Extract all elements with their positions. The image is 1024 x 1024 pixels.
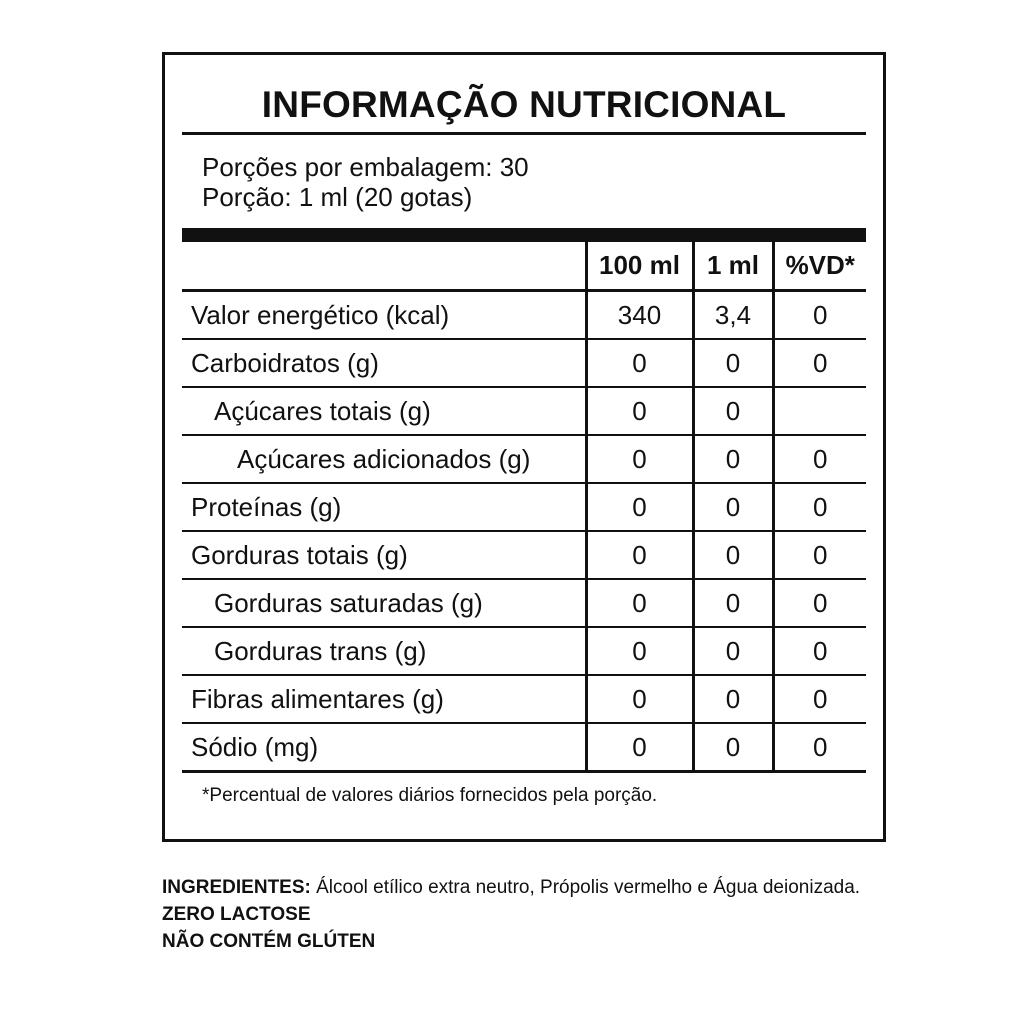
row-label: Carboidratos (g) (182, 339, 586, 387)
row-label: Valor energético (kcal) (182, 291, 586, 340)
value-1ml: 0 (693, 387, 773, 435)
table-row (182, 435, 866, 483)
nutrition-facts-panel (162, 52, 886, 842)
value-1ml: 0 (693, 579, 773, 627)
table-row (182, 339, 866, 387)
value-1ml: 0 (693, 675, 773, 723)
table-header-row (182, 242, 866, 291)
table-row (182, 291, 866, 340)
thick-divider (182, 228, 866, 242)
table-row (182, 723, 866, 772)
row-label: Proteínas (g) (182, 483, 586, 531)
ingredients-label: INGREDIENTES: (162, 877, 311, 898)
table-row (182, 531, 866, 579)
ingredients-text (162, 874, 902, 901)
value-1ml: 0 (693, 627, 773, 675)
table-row (182, 579, 866, 627)
value-vd: 0 (773, 483, 866, 531)
table-row (182, 483, 866, 531)
value-1ml: 0 (693, 435, 773, 483)
value-100ml: 0 (586, 675, 693, 723)
divider (182, 132, 866, 135)
row-label: Gorduras trans (g) (182, 627, 586, 675)
nutrition-table (182, 242, 866, 773)
portion-info (202, 152, 529, 212)
value-100ml: 0 (586, 339, 693, 387)
value-vd: 0 (773, 435, 866, 483)
table-row (182, 387, 866, 435)
value-vd: 0 (773, 531, 866, 579)
zero-lactose-claim: ZERO LACTOSE (162, 904, 311, 925)
row-label: Sódio (mg) (182, 723, 586, 772)
table-row (182, 675, 866, 723)
value-100ml: 0 (586, 435, 693, 483)
value-1ml: 0 (693, 339, 773, 387)
value-100ml: 0 (586, 627, 693, 675)
row-label: Gorduras saturadas (g) (182, 579, 586, 627)
value-vd: 0 (773, 339, 866, 387)
value-1ml: 3,4 (693, 291, 773, 340)
value-1ml: 0 (693, 483, 773, 531)
row-label: Açúcares totais (g) (182, 387, 586, 435)
header-vd: %VD* (773, 242, 866, 291)
header-100ml: 100 ml (586, 242, 693, 291)
portion-size: Porção: 1 ml (20 gotas) (202, 182, 473, 212)
value-vd: 0 (773, 627, 866, 675)
table-row (182, 627, 866, 675)
ingredients-list: Álcool etílico extra neutro, Própolis vermelho e Água deionizada. (310, 877, 861, 898)
header-nutrient (182, 242, 586, 291)
value-vd (773, 387, 866, 435)
value-vd: 0 (773, 723, 866, 772)
row-label: Açúcares adicionados (g) (182, 435, 586, 483)
value-100ml: 0 (586, 483, 693, 531)
panel-title: INFORMAÇÃO NUTRICIONAL (261, 84, 787, 125)
value-100ml: 0 (586, 723, 693, 772)
ingredients-block (162, 874, 902, 955)
value-100ml: 340 (586, 291, 693, 340)
value-100ml: 0 (586, 387, 693, 435)
value-vd: 0 (773, 675, 866, 723)
header-1ml: 1 ml (693, 242, 773, 291)
row-label: Gorduras totais (g) (182, 531, 586, 579)
value-vd: 0 (773, 579, 866, 627)
value-100ml: 0 (586, 579, 693, 627)
value-1ml: 0 (693, 531, 773, 579)
value-1ml: 0 (693, 723, 773, 772)
value-100ml: 0 (586, 531, 693, 579)
row-label: Fibras alimentares (g) (182, 675, 586, 723)
portions-per-package: Porções por embalagem: 30 (202, 152, 529, 182)
vd-footnote: *Percentual de valores diários fornecidos pela porção. (202, 785, 658, 806)
gluten-free-claim: NÃO CONTÉM GLÚTEN (162, 931, 376, 952)
value-vd: 0 (773, 291, 866, 340)
